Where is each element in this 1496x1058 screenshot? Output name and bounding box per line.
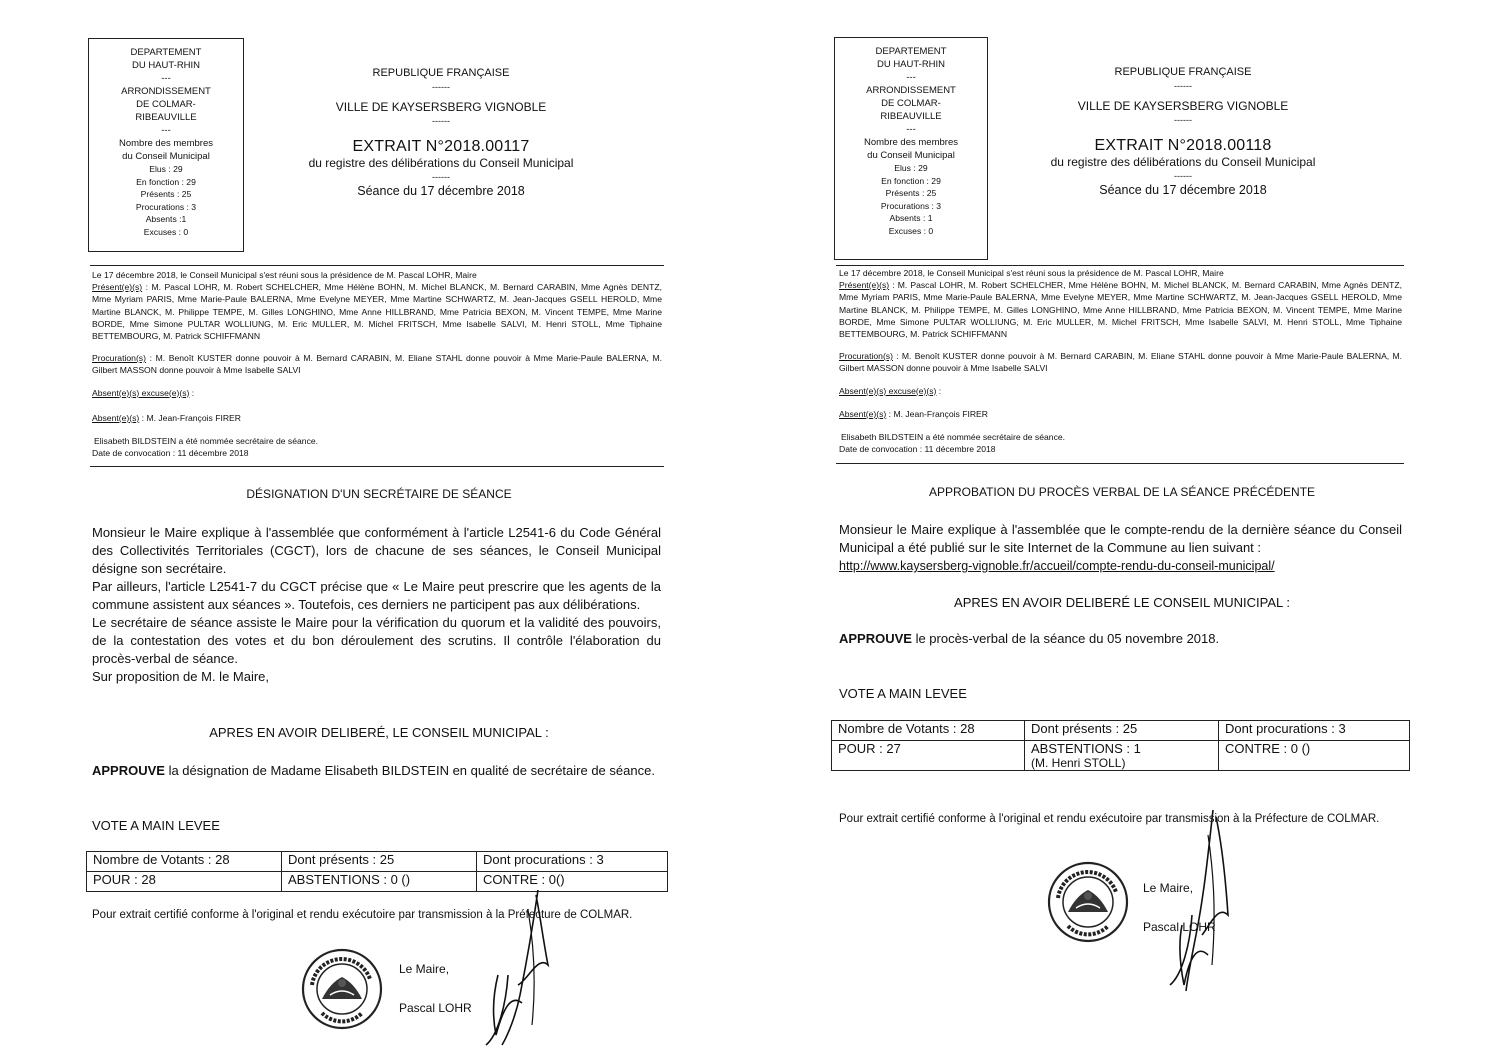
- mayor-seal-icon: [300, 947, 384, 1031]
- dept-line: DEPARTEMENT: [130, 47, 202, 58]
- secretary-line: Elisabeth BILDSTEIN a été nommée secrétaire de séance.: [841, 432, 1066, 443]
- dept-line: ARRONDISSEMENT: [866, 85, 956, 96]
- divider: [90, 466, 664, 467]
- body-paragraph: Sur proposition de M. le Maire,: [92, 669, 270, 684]
- approval-paragraph: [92, 762, 661, 780]
- dept-line: ---: [161, 125, 171, 136]
- dept-line: DE COLMAR-: [881, 98, 941, 109]
- deliberation-body: [839, 521, 1402, 575]
- certification-text: Pour extrait certifié conforme à l'original et rendu exécutoire par transmission à la Préfecture de COLMAR.: [839, 813, 1380, 825]
- table-row: [87, 852, 668, 872]
- vote-title: VOTE A MAIN LEVEE: [92, 818, 220, 833]
- pour-cell: POUR : 27: [832, 741, 1025, 771]
- dept-line: DEPARTEMENT: [875, 46, 947, 57]
- dept-count: Procurations : 3: [135, 201, 197, 212]
- intro-line: Le 17 décembre 2018, le Conseil Municipal s'est réuni sous la présidence de M. Pascal LOHR, Maire: [92, 270, 477, 280]
- dept-count: Absents :1: [145, 214, 187, 224]
- body-paragraph: Monsieur le Maire explique à l'assemblée que le compte-rendu de la dernière séance du Conseil Municipal a été publié sur le site Internet de la Commune au lien suivant :: [839, 522, 1402, 555]
- procurations-cell: Dont procurations : 3: [1219, 721, 1410, 741]
- session-date: Séance du 17 décembre 2018: [1099, 183, 1267, 197]
- department-box: [834, 37, 988, 260]
- separator: ------: [432, 116, 450, 126]
- dept-line: RIBEAUVILLE: [880, 111, 942, 122]
- dept-line: du Conseil Municipal: [122, 151, 210, 162]
- abstentions-value: ABSTENTIONS : 1: [1031, 741, 1141, 756]
- votants-cell: Nombre de Votants : 28: [832, 721, 1025, 741]
- dept-line: ---: [906, 72, 916, 83]
- separator: ------: [1174, 171, 1192, 181]
- commune-link[interactable]: http://www.kaysersberg-vignoble.fr/accueil/compte-rendu-du-conseil-municipal/: [839, 559, 1275, 573]
- dept-count: Elus : 29: [894, 163, 928, 173]
- excuses-value: :: [189, 387, 195, 398]
- excuses-label: Absent(e)(s) excuse(e)(s): [92, 387, 190, 398]
- presents-paragraph: [839, 279, 1402, 340]
- deliberation-page-2: [748, 0, 1488, 1058]
- body-paragraph: Le secrétaire de séance assiste le Maire pour la vérification du quorum et la validité des pouvoirs, de la contestation des votes et du bon déroulement des scrutins. Il contrôle l'élaboration du procès-verbal de séance.: [92, 615, 661, 666]
- procurations-label: Procuration(s): [839, 351, 893, 362]
- table-row: [832, 741, 1410, 771]
- secretary-line: Elisabeth BILDSTEIN a été nommée secrétaire de séance.: [94, 436, 319, 447]
- mayor-title: Le Maire,: [399, 962, 450, 976]
- mayor-seal-icon: [1046, 860, 1130, 944]
- abstentions-cell: ABSTENTIONS : 0 (): [282, 872, 477, 892]
- pour-cell: POUR : 28: [87, 872, 282, 892]
- vote-table: [86, 851, 668, 892]
- dept-line: RIBEAUVILLE: [135, 112, 197, 123]
- separator: ------: [432, 82, 450, 92]
- divider: [90, 265, 664, 266]
- table-row: [87, 872, 668, 892]
- dept-count: En fonction : 29: [881, 175, 941, 186]
- presents-cell: Dont présents : 25: [1025, 721, 1219, 741]
- extract-number: EXTRAIT N°2018.00117: [352, 138, 530, 155]
- mayor-name: Pascal LOHR: [1143, 920, 1216, 934]
- contre-cell: CONTRE : 0 (): [1219, 741, 1410, 771]
- absents-value: : M. Jean-François FIRER: [886, 408, 988, 419]
- dept-count: Présents : 25: [885, 188, 937, 198]
- dept-count: Absents : 1: [889, 213, 933, 223]
- excuses-label: Absent(e)(s) excuse(e)(s): [839, 385, 937, 396]
- absents-label: Absent(e)(s): [839, 408, 887, 419]
- approval-paragraph: [839, 630, 1402, 648]
- city-name: VILLE DE KAYSERSBERG VIGNOBLE: [1077, 99, 1289, 113]
- deliberation-page-1: [0, 0, 740, 1058]
- divider: [836, 463, 1404, 464]
- contre-cell: CONTRE : 0(): [477, 872, 668, 892]
- signature-icon: [478, 885, 568, 1055]
- absents-paragraph: [92, 412, 662, 424]
- approve-text: le procès-verbal de la séance du 05 novembre 2018.: [911, 631, 1220, 646]
- session-date: Séance du 17 décembre 2018: [357, 184, 525, 198]
- dept-line: ARRONDISSEMENT: [121, 86, 211, 97]
- abstentions-cell: [1025, 741, 1219, 771]
- deliberation-title: APPROBATION DU PROCÈS VERBAL DE LA SÉANCE PRÉCÉDENTE: [928, 485, 1316, 499]
- dept-count: Elus : 29: [149, 164, 183, 174]
- votants-cell: Nombre de Votants : 28: [87, 852, 282, 872]
- dept-line: DE COLMAR-: [136, 99, 196, 110]
- excuses-value: :: [936, 385, 942, 396]
- dept-count: Présents : 25: [140, 189, 192, 199]
- body-paragraph: Monsieur le Maire explique à l'assemblée que conformément à l'article L2541-6 du Code Général des Collectivités Territoriales (CGCT), lors de chacune de ses séances, le Conseil Municipal désigne son secrétaire.: [92, 525, 661, 576]
- dept-line: DU HAUT-RHIN: [131, 60, 201, 71]
- approve-keyword: APPROUVE: [839, 631, 912, 646]
- excuses-paragraph: [92, 387, 662, 399]
- absents-value: : M. Jean-François FIRER: [139, 412, 241, 423]
- convocation-date: Date de convocation : 11 décembre 2018: [839, 444, 996, 455]
- dept-line: ---: [161, 73, 171, 84]
- certification-text: Pour extrait certifié conforme à l'original et rendu exécutoire par transmission à la Préfecture de COLMAR.: [92, 909, 633, 921]
- dept-count: Procurations : 3: [880, 200, 942, 211]
- procurations-paragraph: [839, 350, 1402, 374]
- table-row: [832, 721, 1410, 741]
- procurations-cell: Dont procurations : 3: [477, 852, 668, 872]
- separator: ------: [1174, 115, 1192, 125]
- procurations-list: : M. Benoît KUSTER donne pouvoir à M. Bernard CARABIN, M. Eliane STAHL donne pouvoir à Mme Marie-Paule BALERNA, M. Gilbert MASSON donne pouvoir à Mme Isabelle SALVI: [92, 353, 662, 376]
- excuses-paragraph: [839, 385, 1402, 397]
- register-subtitle: du registre des délibérations du Conseil Municipal: [308, 156, 574, 170]
- republic-label: REPUBLIQUE FRANÇAISE: [1114, 66, 1252, 78]
- vote-table: [831, 720, 1410, 771]
- attendance-block: [839, 267, 1402, 455]
- separator: ------: [1174, 81, 1192, 91]
- decision-heading: APRES EN AVOIR DELIBERÉ LE CONSEIL MUNICIPAL :: [954, 595, 1290, 610]
- presents-label: Présent(e)(s): [92, 282, 143, 293]
- procurations-paragraph: [92, 352, 662, 376]
- separator: ------: [432, 172, 450, 182]
- approve-text: la désignation de Madame Elisabeth BILDSTEIN en qualité de secrétaire de séance.: [164, 763, 655, 778]
- presents-cell: Dont présents : 25: [282, 852, 477, 872]
- absents-label: Absent(e)(s): [92, 412, 140, 423]
- dept-line: Nombre des membres: [119, 138, 213, 149]
- dept-line: DU HAUT-RHIN: [876, 59, 946, 70]
- decision-heading: APRES EN AVOIR DELIBERÉ, LE CONSEIL MUNICIPAL :: [209, 725, 549, 740]
- procurations-label: Procuration(s): [92, 353, 146, 364]
- abstentions-names: (M. Henri STOLL): [1031, 756, 1126, 770]
- convocation-date: Date de convocation : 11 décembre 2018: [92, 448, 249, 459]
- extract-number: EXTRAIT N°2018.00118: [1094, 137, 1272, 154]
- absents-paragraph: [839, 408, 1402, 420]
- dept-line: Nombre des membres: [864, 137, 958, 148]
- presents-list: : M. Pascal LOHR, M. Robert SCHELCHER, Mme Hélène BOHN, M. Michel BLANCK, M. Bernard CARABIN, Mme Agnès DENTZ, Mme Myriam PARIS, Mme Marie-Paule BALERNA, Mme Evelyne MEYER, Mme Martine SCHWARTZ, M. Jean-Jacques GSELL HEROLD, Mme Martine BLANCK, M. Philippe TEMPE, M. Gilles LONGHINO, Mme Anne HILLBRAND, Mme Patricia BEXON, M. Vincent TEMPE, Mme Marine BORDE, Mme Simone PULTAR WOLLIUNG, M. Eric MULLER, M. Michel FRITSCH, Mme Isabelle SALVI, M. Henri STOLL, Mme Tiphaine BETTEMBOURG, M. Patrick SCHIFFMANN: [92, 282, 662, 342]
- presents-list: : M. Pascal LOHR, M. Robert SCHELCHER, Mme Hélène BOHN, M. Michel BLANCK, M. Bernard CARABIN, Mme Agnès DENTZ, Mme Myriam PARIS, Mme Marie-Paule BALERNA, Mme Evelyne MEYER, Mme Martine SCHWARTZ, M. Jean-Jacques GSELL HEROLD, Mme Martine BLANCK, M. Philippe TEMPE, M. Gilles LONGHINO, Mme Anne HILLBRAND, Mme Patricia BEXON, M. Vincent TEMPE, Mme Marine BORDE, Mme Simone PULTAR WOLLIUNG, M. Eric MULLER, M. Michel FRITSCH, Mme Isabelle SALVI, M. Henri STOLL, Mme Tiphaine BETTEMBOURG, M. Patrick SCHIFFMANN: [839, 280, 1402, 340]
- city-name: VILLE DE KAYSERSBERG VIGNOBLE: [335, 100, 547, 114]
- signature-icon: [1168, 805, 1248, 995]
- dept-count: Excuses : 0: [143, 226, 189, 237]
- register-subtitle: du registre des délibérations du Conseil Municipal: [1050, 155, 1316, 169]
- deliberation-title: DÉSIGNATION D'UN SECRÉTAIRE DE SÉANCE: [246, 487, 512, 501]
- mayor-title: Le Maire,: [1143, 881, 1194, 895]
- mayor-name: Pascal LOHR: [399, 1001, 472, 1015]
- body-paragraph: Par ailleurs, l'article L2541-7 du CGCT précise que « Le Maire peut prescrire que les agents de la commune assistent aux séances ». Toutefois, ces derniers ne participent pas aux délibérations.: [92, 579, 661, 612]
- header-block: [291, 66, 591, 199]
- presents-label: Présent(e)(s): [839, 280, 890, 291]
- intro-line: Le 17 décembre 2018, le Conseil Municipal s'est réuni sous la présidence de M. Pascal LOHR, Maire: [839, 268, 1224, 278]
- approve-keyword: APPROUVE: [92, 763, 165, 778]
- deliberation-body: [92, 524, 661, 686]
- presents-paragraph: [92, 281, 662, 342]
- header-block: [1033, 65, 1333, 198]
- attendance-block: [92, 269, 662, 459]
- dept-line: du Conseil Municipal: [867, 150, 955, 161]
- dept-count: En fonction : 29: [136, 176, 196, 187]
- vote-title: VOTE A MAIN LEVEE: [839, 686, 967, 701]
- dept-line: ---: [906, 124, 916, 135]
- procurations-list: : M. Benoît KUSTER donne pouvoir à M. Bernard CARABIN, M. Eliane STAHL donne pouvoir à Mme Marie-Paule BALERNA, M. Gilbert MASSON donne pouvoir à Mme Isabelle SALVI: [839, 351, 1402, 374]
- republic-label: REPUBLIQUE FRANÇAISE: [372, 67, 510, 79]
- department-box: [88, 38, 244, 252]
- dept-count: Excuses : 0: [888, 225, 934, 236]
